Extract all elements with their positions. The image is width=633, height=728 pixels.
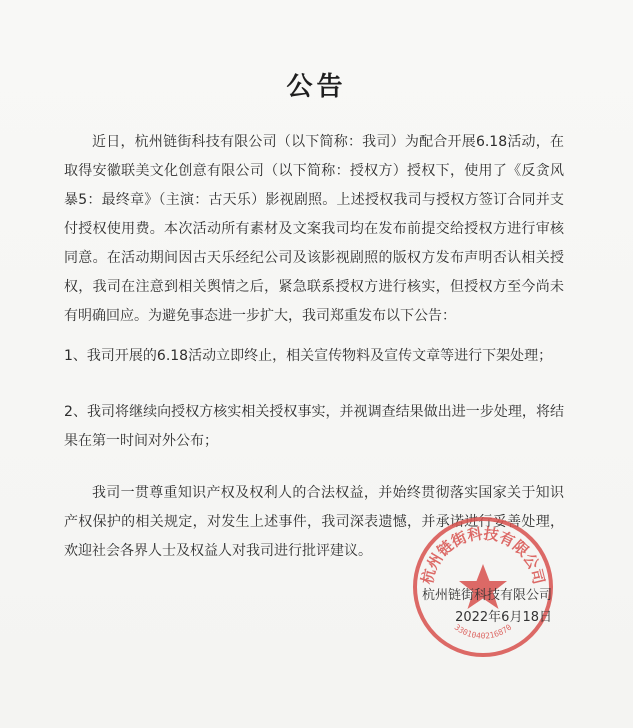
signature-company: 杭州链街科技有限公司 (421, 588, 552, 603)
notice-title: 公告 (286, 72, 347, 102)
signature-date: 2022年6月18日 (455, 610, 552, 625)
notice-paragraph-closing: 我司一贯尊重知识产权及权利人的合法权益，并始终贯彻落实国家关于知识产权保护的相关规定，对发生上述事件，我司深表遗憾，并承诺进行妥善处理，欢迎社会各界人士及权益人对我司进行批评建议。 (64, 485, 564, 559)
notice-paragraph-intro: 近日，杭州链街科技有限公司（以下简称：我司）为配合开展6.18活动，在取得安徽联美文化创意有限公司（以下简称：授权方）授权下，使用了《反贪风暴5：最终章》（主演：古天乐）影视剧照。上述授权我司与授权方签订合同并支付授权使用费。本次活动所有素材及文案我司均在发布前提交给授权方进行审核同意。在活动期间因古天乐经纪公司及该影视剧照的版权方发布声明否认相关授权，我司在注意到相关舆情之后，紧急联系授权方进行核实，但授权方至今尚未有明确回应。为避免事态进一步扩大，我司郑重发布以下公告： (64, 134, 564, 324)
signature-block (412, 585, 552, 629)
seal-number: 3301040216870 (452, 622, 514, 641)
seal-text: 杭州链街科技有限公司 (418, 524, 548, 586)
notice-item-1: 1、我司开展的6.18活动立即终止，相关宣传物料及宣传文章等进行下架处理； (64, 348, 553, 364)
notice-item-2: 2、我司将继续向授权方核实相关授权事实，并视调查结果做出进一步处理，将结果在第一时间对外公布； (64, 404, 564, 449)
